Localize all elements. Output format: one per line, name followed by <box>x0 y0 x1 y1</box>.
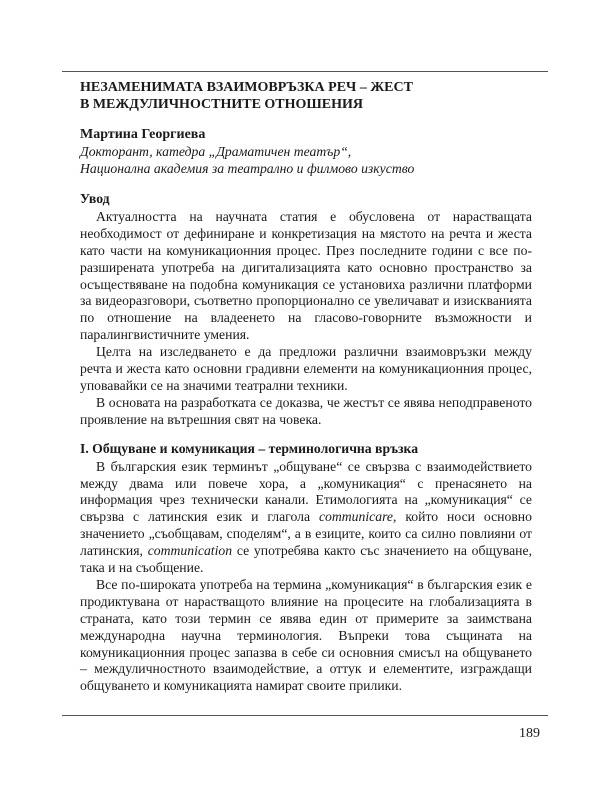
page-number: 189 <box>519 726 540 741</box>
intro-paragraph-2: Целта на изследването е да предложи различни взаимовръзки между речта и жеста като основни градивни елементи на комуникационния процес, уповавайки се на значими театрални техники. <box>80 344 532 393</box>
article-title <box>80 79 532 113</box>
article-body <box>80 79 532 695</box>
intro-heading: Увод <box>80 191 110 206</box>
author-name: Мартина Георгиева <box>80 127 206 142</box>
latin-term-communicare: communicare <box>318 509 393 525</box>
title-line-1: НЕЗАМЕНИМАТА ВЗАИМОВРЪЗКА РЕЧ – ЖЕСТ <box>80 80 413 95</box>
title-line-2: В МЕЖДУЛИЧНОСТНИТЕ ОТНОШЕНИЯ <box>80 97 364 112</box>
author-block <box>80 126 532 177</box>
author-affiliation-1: Докторант, катедра „Драматичен театър“, <box>80 144 352 159</box>
section-1-paragraph-1 <box>80 459 532 577</box>
term-communication: communication <box>147 543 233 559</box>
s1p1-text-b: , който носи основно значението „съобщавам, споделям“, а в езиците, които са силно повлияни от латинския, <box>80 509 532 559</box>
intro-paragraph-3: В основата на разработката се доказва, че жестът се явява неподправеното проявление на вътрешния свят на човека. <box>80 394 532 427</box>
s1p1-text-c: се употребява както със значението на общуване, така и на съобщение. <box>80 543 533 576</box>
section-1-paragraph-2: Все по-широката употреба на термина „комуникация“ в българския език е продиктувана от нарастващото влияние на процесите на глобализацията в страната, като този термин се явява един от примерите за заимствана международна научна терминология. Въпреки това същината на комуникационния процес запазва в себе си основния смисъл на общуването – междуличностното взаимодействие, а оттук и елементите, изграждащи общуването и комуникацията намират своите прилики. <box>80 576 532 694</box>
author-affiliation-2: Национална академия за театрално и филмово изкуство <box>80 161 415 176</box>
section-1-heading: I. Общуване и комуникация – терминологична връзка <box>80 440 419 456</box>
intro-paragraph-1: Актуалността на научната статия е обусловена от нарастващата необходимост от дефиниране и конкретизация на мястото на речта и жеста като части на комуникационния процес. През последните години с все по-разширената употреба на дигитализацията като основно пространство за осъществяване на подобна комуникация се установиха различни платформи за видеоразговори, съответно пропорционално се увеличават и изискванията по отношение на владеенето на гласово-говорните възможности и паралингвистичните умения. <box>80 208 532 343</box>
s1p1-text-a: В българския език терминът „общуване“ се свързва с взаимодействието между двама или повече хора, а „комуникация“ с пренасянето на информация чрез технически канали. Етимологията на „комуникация“ се свързва с латинския език и глагола <box>80 458 532 525</box>
bottom-rule <box>62 715 548 716</box>
top-rule <box>62 71 548 72</box>
